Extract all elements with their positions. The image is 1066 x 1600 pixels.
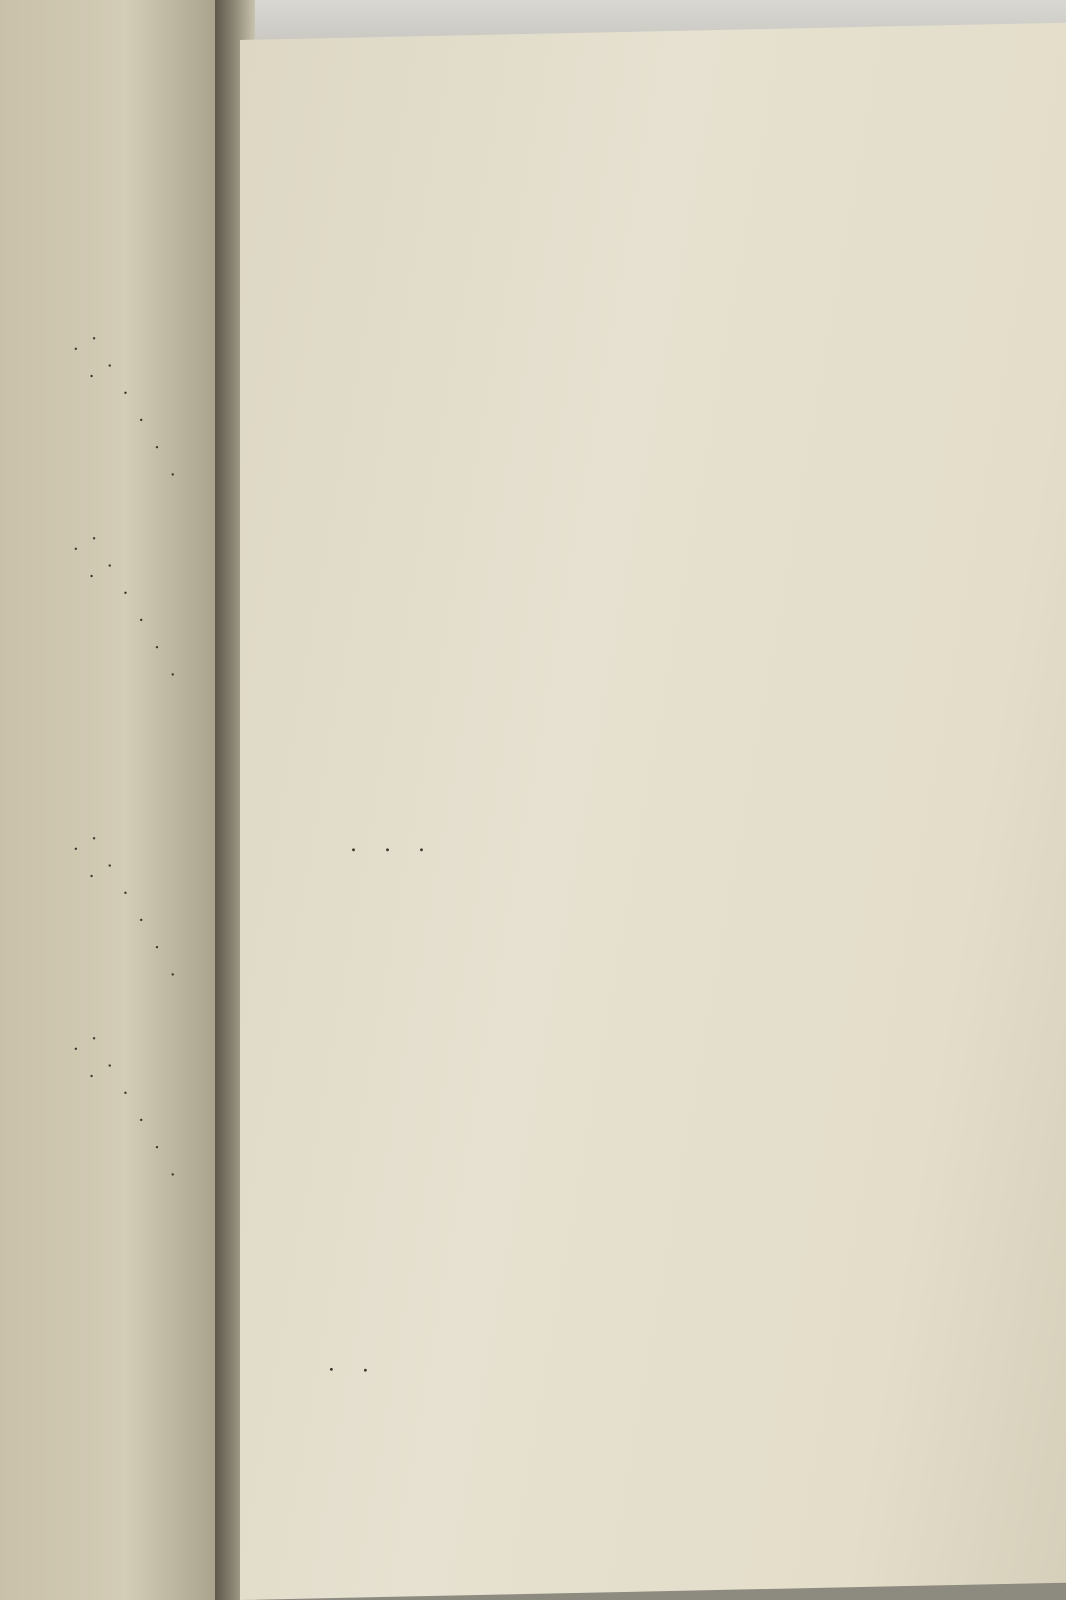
- leader-dots: . . . . . . . .: [69, 828, 193, 989]
- leader-dots: . . . . . . . .: [69, 528, 193, 689]
- leader-dots: . . . . . . . .: [69, 1028, 193, 1189]
- left-page: [0, 0, 233, 1600]
- part-iii-heading: . .: [327, 1351, 380, 1378]
- part-ii-heading: . . .: [350, 832, 435, 857]
- leader-dots: . . . . . . . .: [69, 328, 193, 489]
